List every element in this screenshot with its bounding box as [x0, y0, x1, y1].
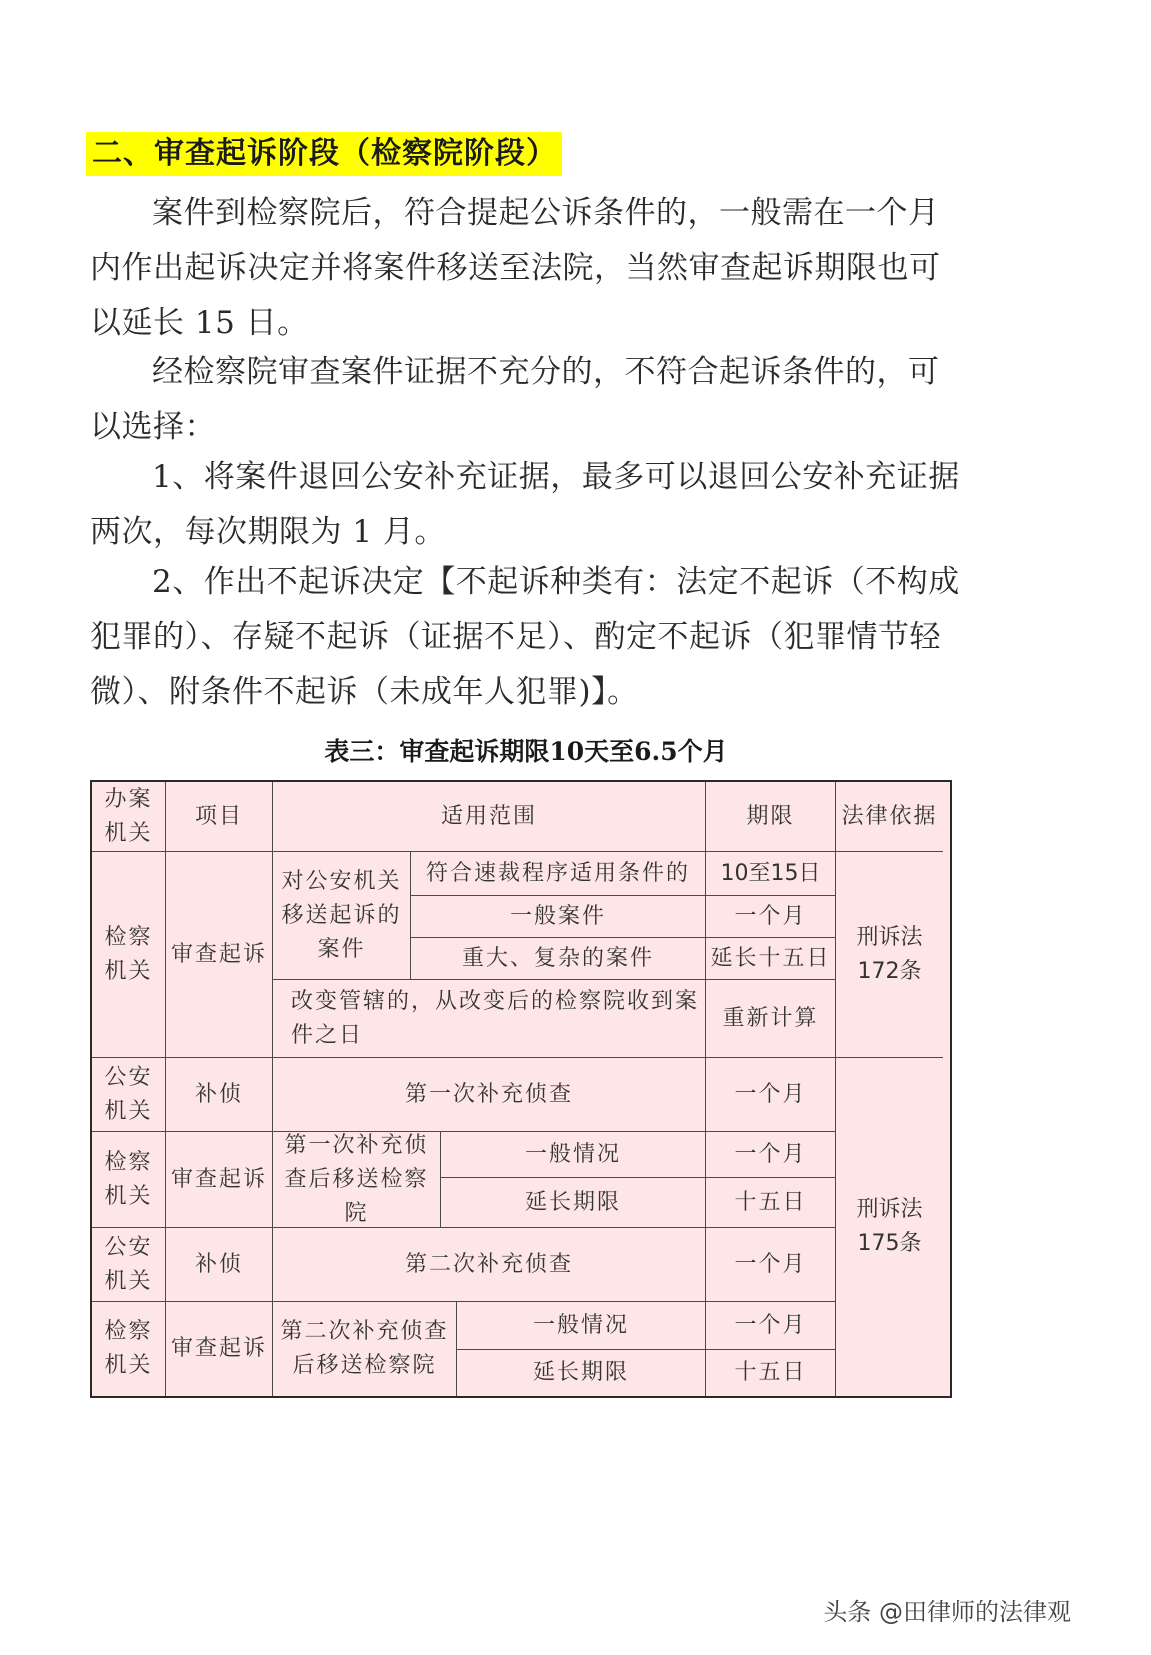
header-item: 项目 [166, 782, 273, 852]
section-heading: 二、审查起诉阶段（检察院阶段） [86, 132, 562, 176]
period-general-case: 一个月 [706, 896, 836, 938]
item-supplement: 补侦 [166, 1228, 273, 1302]
scope-general-case: 一般案件 [411, 896, 706, 938]
agency-police: 公安机关 [92, 1058, 166, 1132]
scope-after-second-supplement: 第二次补充侦查后移送检察院 [273, 1302, 457, 1396]
scope-major-case: 重大、复杂的案件 [411, 938, 706, 980]
scope-after-first-supplement: 第一次补充侦查后移送检察院 [273, 1132, 441, 1228]
agency-procuratorate: 检察机关 [92, 1302, 166, 1396]
agency-police: 公安机关 [92, 1228, 166, 1302]
watermark-text: 头条 @田律师的法律观 [823, 1598, 1071, 1626]
paragraph-4: 2、作出不起诉决定【不起诉种类有：法定不起诉（不构成犯罪的）、存疑不起诉（证据不足）、酌定不起诉（犯罪情节轻微）、附条件不起诉（未成年人犯罪)】。 [90, 564, 960, 710]
agency-procuratorate: 检察机关 [92, 852, 166, 1058]
table-title: 表三：审查起诉期限10天至6.5个月 [324, 737, 728, 766]
scope-extension: 延长期限 [457, 1350, 706, 1396]
paragraph-3: 1、将案件退回公安补充证据，最多可以退回公安补充证据两次，每次期限为 1 月。 [90, 459, 960, 550]
period-expedited: 10至15日 [706, 852, 836, 896]
scope-extension: 延长期限 [441, 1178, 706, 1228]
scope-expedited: 符合速裁程序适用条件的 [411, 852, 706, 896]
period-major-case: 延长十五日 [706, 938, 836, 980]
period-second-supplement: 一个月 [706, 1228, 836, 1302]
header-basis: 法律依据 [836, 782, 943, 852]
period-jurisdiction-change: 重新计算 [706, 980, 836, 1058]
scope-general-situation: 一般情况 [441, 1132, 706, 1178]
scope-first-supplement: 第一次补充侦查 [273, 1058, 706, 1132]
basis-175: 刑诉法175条 [856, 1197, 923, 1256]
item-review: 审查起诉 [166, 1302, 273, 1396]
paragraph-2: 经检察院审查案件证据不充分的，不符合起诉条件的，可以选择： [90, 354, 940, 445]
deadline-table [90, 780, 952, 1398]
period-extension: 十五日 [706, 1178, 836, 1228]
period-general-situation: 一个月 [706, 1302, 836, 1350]
item-review: 审查起诉 [166, 852, 273, 1058]
period-general-situation: 一个月 [706, 1132, 836, 1178]
header-period: 期限 [706, 782, 836, 852]
scope-general-situation: 一般情况 [457, 1302, 706, 1350]
item-review: 审查起诉 [166, 1132, 273, 1228]
scope-second-supplement: 第二次补充侦查 [273, 1228, 706, 1302]
item-supplement: 补侦 [166, 1058, 273, 1132]
agency-procuratorate: 检察机关 [92, 1132, 166, 1228]
period-first-supplement: 一个月 [706, 1058, 836, 1132]
scope-jurisdiction-change: 改变管辖的，从改变后的检察院收到案件之日 [273, 980, 706, 1058]
paragraph-1: 案件到检察院后，符合提起公诉条件的，一般需在一个月内作出起诉决定并将案件移送至法院，当然审查起诉期限也可以延长 15 日。 [90, 195, 941, 341]
header-scope: 适用范围 [273, 782, 706, 852]
period-extension: 十五日 [706, 1350, 836, 1396]
basis-172: 刑诉法172条 [836, 852, 943, 1058]
header-agency: 办案机关 [92, 782, 166, 852]
scope-police-transfer: 对公安机关移送起诉的案件 [273, 852, 411, 980]
